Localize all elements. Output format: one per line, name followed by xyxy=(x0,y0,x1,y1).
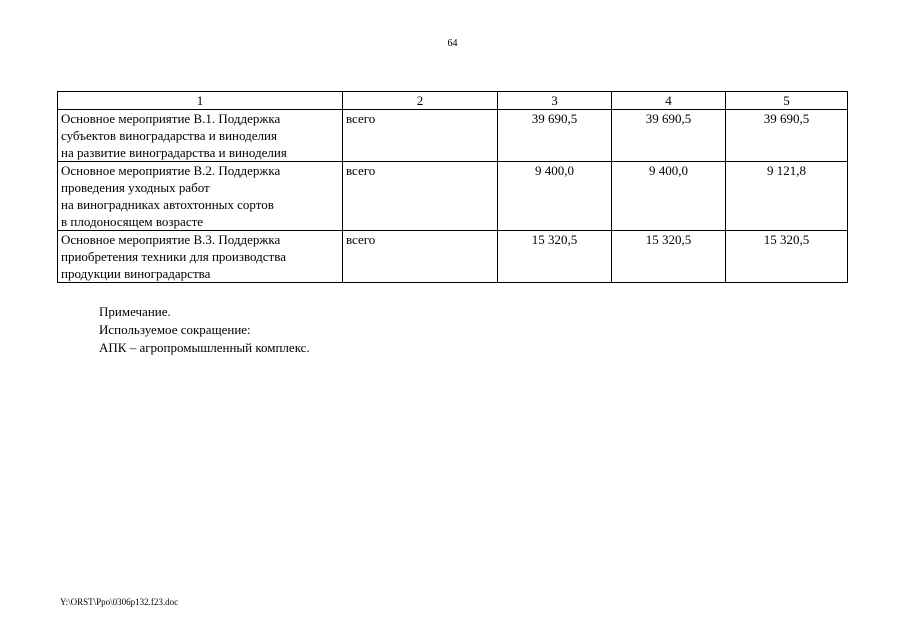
funding-type: всего xyxy=(343,162,498,231)
note-block xyxy=(99,303,310,357)
value-col-4: 15 320,5 xyxy=(612,231,726,283)
value-col-5: 39 690,5 xyxy=(726,110,848,162)
value-col-5: 15 320,5 xyxy=(726,231,848,283)
activity-name xyxy=(58,110,343,162)
activity-name-text: Основное мероприятие В.1. Поддержка субъектов виноградарства и виноделия на развитие виноградарства и виноделия xyxy=(61,111,287,160)
table-row xyxy=(58,231,848,283)
value-col-4: 39 690,5 xyxy=(612,110,726,162)
column-header-3: 3 xyxy=(498,92,612,110)
value-col-4: 9 400,0 xyxy=(612,162,726,231)
table-row xyxy=(58,162,848,231)
table-header-row xyxy=(58,92,848,110)
table-row xyxy=(58,110,848,162)
column-header-4: 4 xyxy=(612,92,726,110)
activity-name xyxy=(58,231,343,283)
activity-name xyxy=(58,162,343,231)
activity-name-text: Основное мероприятие В.2. Поддержка проведения уходных работ на виноградниках автохтонных сортов в плодоносящем возрасте xyxy=(61,163,281,229)
value-col-5: 9 121,8 xyxy=(726,162,848,231)
column-header-2: 2 xyxy=(343,92,498,110)
column-header-5: 5 xyxy=(726,92,848,110)
note-title: Примечание. xyxy=(99,304,171,319)
note-subtitle: Используемое сокращение: xyxy=(99,322,251,337)
funding-type: всего xyxy=(343,110,498,162)
column-header-1: 1 xyxy=(58,92,343,110)
page-number: 64 xyxy=(447,38,458,49)
value-col-3: 9 400,0 xyxy=(498,162,612,231)
activity-name-text: Основное мероприятие В.3. Поддержка приобретения техники для производства продукции виноградарства xyxy=(61,232,286,281)
footer-file-path: Y:\ORST\Ppo\0306p132.f23.doc xyxy=(60,597,179,607)
note-abbreviation: АПК – агропромышленный комплекс. xyxy=(99,340,310,355)
budget-table xyxy=(57,91,848,283)
value-col-3: 15 320,5 xyxy=(498,231,612,283)
funding-type: всего xyxy=(343,231,498,283)
value-col-3: 39 690,5 xyxy=(498,110,612,162)
